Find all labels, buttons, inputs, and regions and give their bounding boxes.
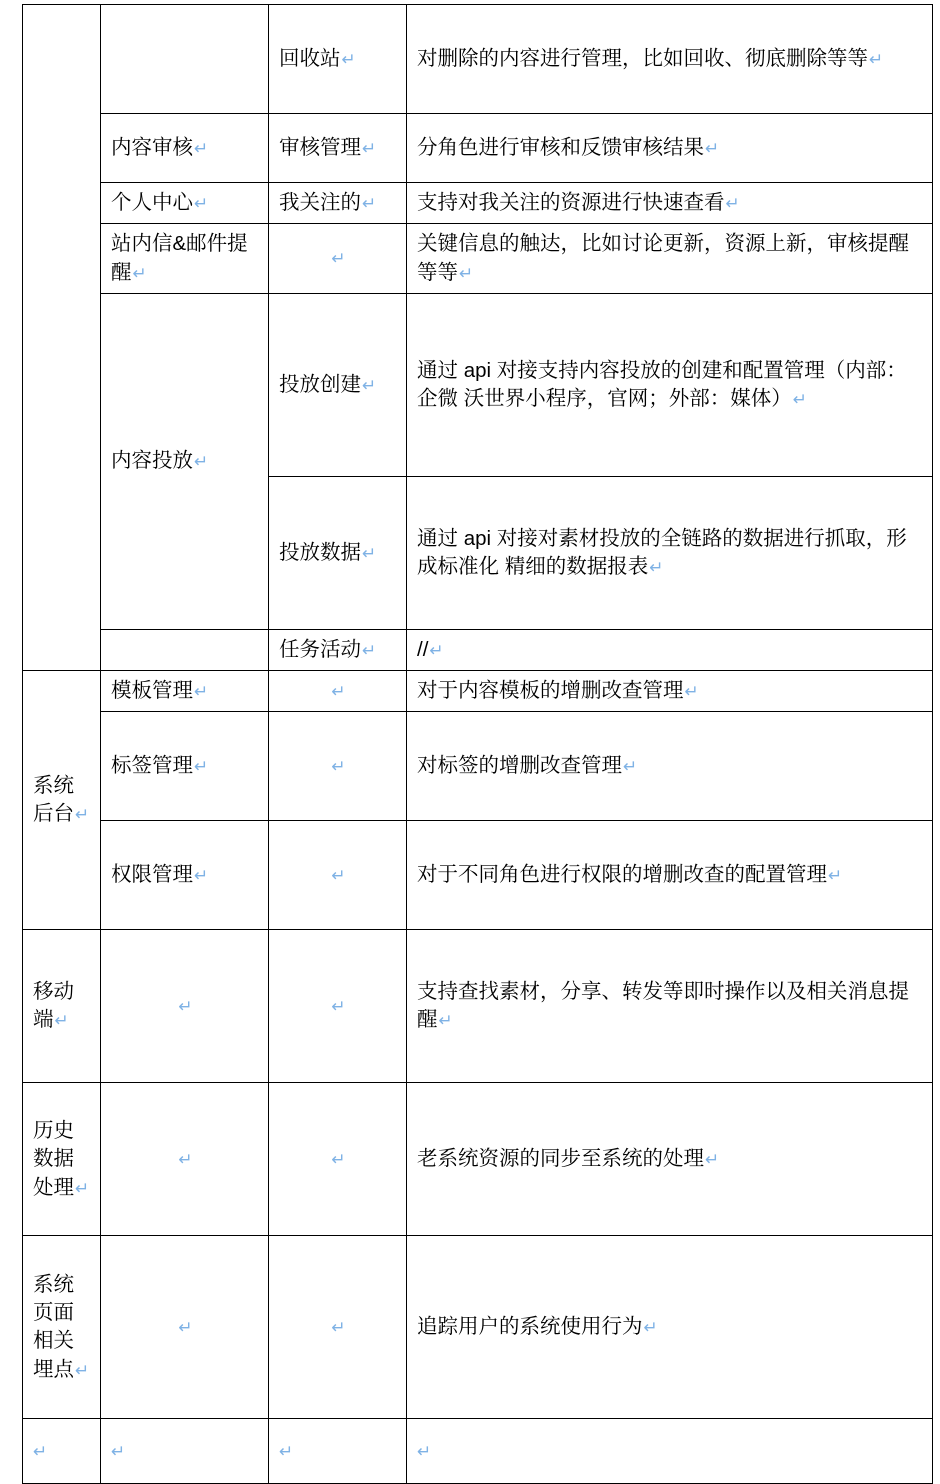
cell-submodule: [101, 629, 269, 670]
cell-submodule: [101, 1236, 269, 1419]
pilcrow-icon: ↵: [75, 1178, 90, 1199]
table-row: [23, 712, 933, 821]
pilcrow-icon: ↵: [459, 263, 474, 284]
table-row: [23, 5, 933, 114]
pilcrow-icon: ↵: [649, 557, 664, 578]
pilcrow-icon: ↵: [643, 1318, 658, 1339]
pilcrow-icon: ↵: [341, 49, 356, 70]
feature-list-table: [22, 4, 933, 1484]
cell-module: [23, 1419, 101, 1484]
pilcrow-icon: ↵: [331, 682, 346, 703]
cell-function: [269, 712, 407, 821]
table-row: [23, 1236, 933, 1419]
table-row: [23, 1083, 933, 1236]
pilcrow-icon: ↵: [417, 1442, 432, 1463]
pilcrow-icon: ↵: [331, 757, 346, 778]
table-row: [23, 930, 933, 1083]
table-row: [23, 224, 933, 294]
cell-description: [407, 1419, 933, 1484]
cell-submodule: [101, 930, 269, 1083]
pilcrow-icon: ↵: [331, 249, 346, 270]
cell-function: 任务活动↵: [269, 629, 407, 670]
cell-submodule: 权限管理↵: [101, 821, 269, 930]
pilcrow-icon: ↵: [362, 640, 377, 661]
pilcrow-icon: ↵: [75, 1360, 90, 1381]
cell-description: //↵: [407, 629, 933, 670]
pilcrow-icon: ↵: [194, 138, 209, 159]
cell-function: [269, 224, 407, 294]
table-row: [23, 821, 933, 930]
table-row: [23, 629, 933, 670]
cell-submodule: 站内信&邮件提醒↵: [101, 224, 269, 294]
pilcrow-icon: ↵: [705, 1150, 720, 1171]
cell-module: 历史数据处理↵: [23, 1083, 101, 1236]
pilcrow-icon: ↵: [705, 138, 720, 159]
cell-function: 审核管理↵: [269, 114, 407, 183]
table-row: [23, 293, 933, 476]
pilcrow-icon: ↵: [194, 757, 209, 778]
pilcrow-icon: ↵: [178, 1318, 193, 1339]
pilcrow-icon: ↵: [194, 452, 209, 473]
pilcrow-icon: ↵: [194, 682, 209, 703]
cell-function: [269, 821, 407, 930]
pilcrow-icon: ↵: [438, 1011, 453, 1032]
cell-submodule: [101, 1083, 269, 1236]
cell-description: 关键信息的触达，比如讨论更新，资源上新，审核提醒等等↵: [407, 224, 933, 294]
cell-submodule: 标签管理↵: [101, 712, 269, 821]
cell-description: 对标签的增删改查管理↵: [407, 712, 933, 821]
pilcrow-icon: ↵: [725, 194, 740, 214]
pilcrow-icon: ↵: [331, 1150, 346, 1171]
table-row: [23, 671, 933, 712]
pilcrow-icon: ↵: [869, 49, 884, 70]
pilcrow-icon: ↵: [684, 682, 699, 703]
pilcrow-icon: ↵: [429, 640, 444, 661]
pilcrow-icon: ↵: [194, 194, 209, 214]
pilcrow-icon: ↵: [178, 1150, 193, 1171]
pilcrow-icon: ↵: [132, 263, 147, 284]
pilcrow-icon: ↵: [194, 866, 209, 887]
cell-description: 对删除的内容进行管理，比如回收、彻底删除等等↵: [407, 5, 933, 114]
pilcrow-icon: ↵: [623, 757, 638, 778]
cell-description: 支持对我关注的资源进行快速查看↵: [407, 183, 933, 224]
cell-function: 投放创建↵: [269, 293, 407, 476]
pilcrow-icon: ↵: [331, 997, 346, 1018]
cell-module: 系统后台↵: [23, 671, 101, 930]
cell-function: [269, 1083, 407, 1236]
cell-description: 通过 api 对接对素材投放的全链路的数据进行抓取，形成标准化 精细的数据报表↵: [407, 476, 933, 629]
cell-submodule: 内容审核↵: [101, 114, 269, 183]
table-row: [23, 183, 933, 224]
cell-function: [269, 930, 407, 1083]
pilcrow-icon: ↵: [178, 997, 193, 1018]
pilcrow-icon: ↵: [111, 1442, 126, 1463]
cell-description: 追踪用户的系统使用行为↵: [407, 1236, 933, 1419]
pilcrow-icon: ↵: [362, 138, 377, 159]
pilcrow-icon: ↵: [331, 1318, 346, 1339]
table-row: [23, 114, 933, 183]
cell-submodule: [101, 1419, 269, 1484]
cell-description: 对于内容模板的增删改查管理↵: [407, 671, 933, 712]
cell-module: [23, 5, 101, 671]
cell-description: 对于不同角色进行权限的增删改查的配置管理↵: [407, 821, 933, 930]
cell-function: [269, 671, 407, 712]
cell-submodule: 内容投放↵: [101, 293, 269, 629]
pilcrow-icon: ↵: [828, 866, 843, 887]
cell-description: 分角色进行审核和反馈审核结果↵: [407, 114, 933, 183]
cell-module: 系统页面相关埋点↵: [23, 1236, 101, 1419]
pilcrow-icon: ↵: [33, 1442, 48, 1463]
pilcrow-icon: ↵: [362, 375, 377, 396]
cell-function: 回收站↵: [269, 5, 407, 114]
cell-function: 我关注的↵: [269, 183, 407, 224]
cell-module: 移动端↵: [23, 930, 101, 1083]
cell-function: 投放数据↵: [269, 476, 407, 629]
table-row: [23, 1419, 933, 1484]
pilcrow-icon: ↵: [75, 805, 90, 826]
pilcrow-icon: ↵: [362, 194, 377, 214]
cell-submodule: 个人中心↵: [101, 183, 269, 224]
cell-function: [269, 1419, 407, 1484]
cell-submodule: [101, 5, 269, 114]
pilcrow-icon: ↵: [792, 389, 807, 410]
pilcrow-icon: ↵: [362, 543, 377, 564]
pilcrow-icon: ↵: [54, 1011, 69, 1032]
cell-submodule: 模板管理↵: [101, 671, 269, 712]
cell-description: 老系统资源的同步至系统的处理↵: [407, 1083, 933, 1236]
cell-function: [269, 1236, 407, 1419]
pilcrow-icon: ↵: [279, 1442, 294, 1463]
cell-description: 通过 api 对接支持内容投放的创建和配置管理（内部：企微 沃世界小程序，官网；外部：媒体）↵: [407, 293, 933, 476]
pilcrow-icon: ↵: [331, 866, 346, 887]
cell-description: 支持查找素材，分享、转发等即时操作以及相关消息提醒↵: [407, 930, 933, 1083]
